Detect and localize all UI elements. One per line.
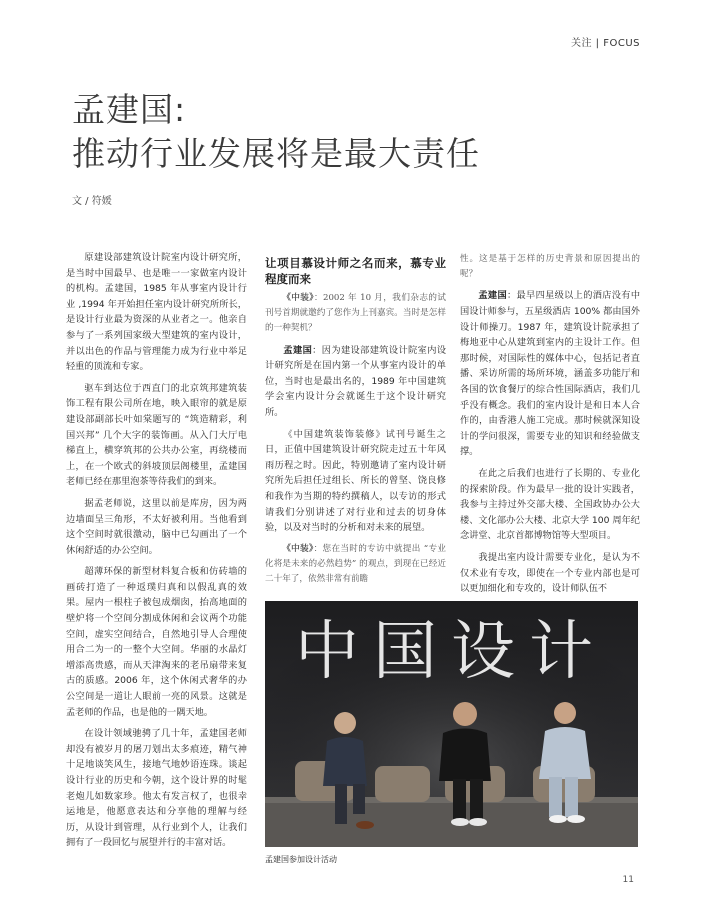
question-speaker: 《中装》 xyxy=(282,293,314,303)
answer xyxy=(265,343,446,421)
paragraph: 《中国建筑装饰装修》试刊号诞生之日，正值中国建筑设计研究院走过五十年风雨历程之时。因此，特别邀请了室内设计研究所先后担任过组长、所长的曾坚、饶良修和我作为当期的特约撰稿人，以专访的形式请我们分别讲述了对行业和过去的切身体验，以及对当时的分析和对未来的展望。 xyxy=(265,428,446,534)
paragraph: 据孟老师说，这里以前是库房，因为两边墙面呈三角形，不太好被利用。当他看到这个空间时就很激动，脑中已勾画出了一个休闲舒适的办公空间。 xyxy=(66,497,247,556)
page-number: 11 xyxy=(622,875,634,885)
photo-caption: 孟建国参加设计活动 xyxy=(265,855,337,864)
paragraph: 在设计领域驰骋了几十年，孟建国老师却没有被岁月的屠刀划出太多痕迹，精气神十足地谈笑风生，接地气地妙语连珠。谈起设计行业的历史和今朝，这个设计界的时髦老炮儿如数家珍。他太有发言权了，也很幸运地是，他愿意表达和分享他的理解与经历，从设计到管理，从行业到个人，让我们拥有了一段回忆与展望并行的丰富对话。 xyxy=(66,728,247,849)
article-title xyxy=(72,88,480,176)
answer-text: ：因为建设部建筑设计院室内设计研究所是在国内第一个从事室内设计的单位，当时也是最出名的，1989 年中国建筑学会室内设计分会就诞生于这个设计研究所。 xyxy=(265,344,447,418)
paragraph: 我提出室内设计需要专业化，是认为不仅术业有专攻，即使在一个专业内部也是可以更加细化和专攻的，设计师队伍不 xyxy=(460,551,640,595)
answer xyxy=(460,288,640,460)
question-text: ：2002 年 10 月，我们杂志的试刊号首期就邀约了您作为上刊嘉宾。当时是怎样的一种契机？ xyxy=(265,293,446,334)
paragraph: 超薄环保的新型材料复合板和仿砖墙的画砖打造了一种返璞归真和以假乱真的效果。屋内一根柱子被包成烟囱，抬高地面的壁炉将一个空间分割成休闲和会议两个功能空间，虚实空间结合，自然地引导人合理使用合二为一的一整个大空间。华丽的水晶灯增添高贵感，而从天津淘来的老吊扇带来复古的质感。2006 年，这个休闲式奢华的办公空间是一道让人眼前一亮的风景。这就是孟老师的作品，也是他的一隅天地。 xyxy=(66,566,247,718)
title-line-1: 孟建国: xyxy=(72,90,187,129)
question-text: ：您在当时的专访中就提出 “专业化将是未来的必然趋势” 的观点，到现在已经近二十年了，依然非常有前瞻 xyxy=(265,543,446,585)
column-1 xyxy=(66,250,247,851)
question xyxy=(265,291,446,337)
byline: 文 / 符媛 xyxy=(72,196,112,207)
paragraph: 在此之后我们也进行了长期的、专业化的探索阶段。作为最早一批的设计实践者，我参与主持过外交部大楼、全国政协办公大楼、文化部办公大楼、北京大学 100 周年纪念讲堂、北京首都博物馆等大型项目。 xyxy=(460,467,640,542)
column-3 xyxy=(460,252,640,597)
answer-speaker: 孟建国 xyxy=(478,290,507,302)
section-subheading: 让项目慕设计师之名而来，慕专业程度而来 xyxy=(265,256,446,286)
backdrop-text: 中国设计 xyxy=(295,615,607,689)
section-tag: 关注 | FOCUS xyxy=(571,38,640,49)
answer-text: ：最早四星级以上的酒店没有中国设计师参与，五星级酒店 100% 都由国外设计师操刀。1987 年，建筑设计院承担了梅地亚中心从建筑到室内的主设计工作。但那时候，对国际性的媒体中心，包括记者直播、采访所需的场所环境，涵盖多功能厅和各国的饮食餐厅的综合性国际酒店，我们几乎没有概念。我们的室内设计是和日本人合作的，由香港人施工完成。那时候就深知设计的学问很深，需要专业的知识和经验做支撑。 xyxy=(460,290,641,458)
event-photo xyxy=(265,601,638,847)
question-speaker: 《中装》 xyxy=(282,543,314,554)
paragraph: 驱车到达位于西直门的北京筑邦建筑装饰工程有限公司所在地，映入眼帘的就是原建设部副部长叶如棠题写的 “筑造精彩，利国兴邦” 几个大字的装饰画。从入门大厅电梯直上，横穿筑邦的公共办公室，再绕楼而上，在一个欧式的斜坡顶层阁楼里，孟建国老师已经在那里泡茶等待我们的到来。 xyxy=(66,382,247,488)
paragraph: 原建设部建筑设计院室内设计研究所，是当时中国最早、也是唯一一家做室内设计的机构。孟建国，1985 年从事室内设计行业 ,1994 年开始担任室内设计研究所所长，是设计行业最为资深的从业者之一。他亲自参与了一系列国家级大型建筑的室内设计，并以出色的作品与管理能力成为行业中举足轻重的顶流和专家。 xyxy=(66,252,247,373)
column-2 xyxy=(265,255,446,587)
question-continued: 性。这是基于怎样的历史背景和原因提出的呢？ xyxy=(460,254,640,280)
question xyxy=(265,542,446,588)
title-line-2: 推动行业发展将是最大责任 xyxy=(72,134,480,173)
answer-speaker: 孟建国 xyxy=(283,344,313,356)
